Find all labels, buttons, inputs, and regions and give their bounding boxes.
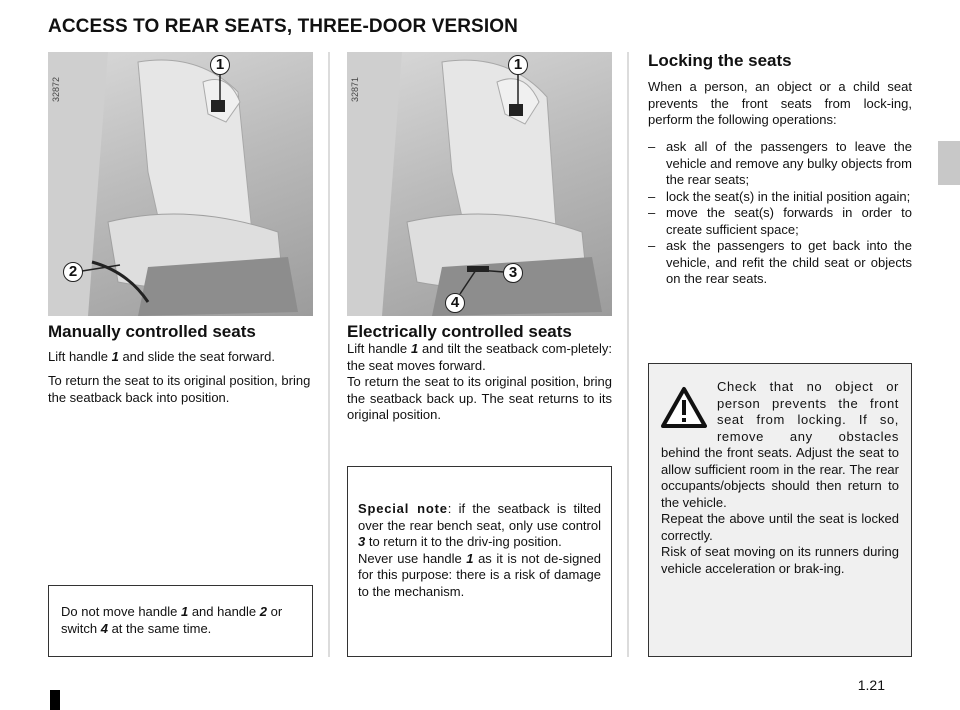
callout-1-left: 1 [210, 55, 230, 75]
callout-4-leader [458, 268, 480, 296]
locking-heading: Locking the seats [648, 51, 792, 70]
callout-4: 4 [445, 293, 465, 313]
warning-body-1: behind the front seats. Adjust the seat to allow sufficient room in the rear. The rear occupants/objects should then return to the vehicle. [661, 445, 899, 510]
image-ref-code: 32872 [51, 76, 61, 102]
column-divider-right [627, 52, 629, 657]
page-title: ACCESS TO REAR SEATS, THREE-DOOR VERSION [48, 16, 518, 37]
warning-triangle-icon [661, 386, 707, 428]
locking-intro: When a person, an object or a child seat prevents the front seats from lock-ing, perform the following operations: [648, 79, 912, 127]
list-item: – move the seat(s) forwards in order to create sufficient space; [648, 205, 912, 237]
corner-mark [50, 690, 60, 710]
warning-box [648, 363, 912, 657]
callout-2-leader [82, 262, 122, 276]
chapter-side-tab [938, 141, 960, 185]
list-item: – lock the seat(s) in the initial position again; [648, 188, 911, 204]
callout-1-left-leader [215, 74, 225, 104]
list-item: – ask the passengers to get back into the vehicle, and refit the child seat or objects on the rear seats. [648, 238, 912, 286]
special-note-paragraph-2: Never use handle 1 as it is not de-signed for this purpose: there is a risk of damage to the mechanism. [358, 550, 601, 599]
manual-note-box: Do not move handle 1 and handle 2 or switch 4 at the same time. [48, 585, 313, 657]
seat-illustration-manual [48, 52, 313, 316]
image-ref-code: 32871 [350, 76, 360, 102]
callout-2: 2 [63, 262, 83, 282]
special-note-paragraph-1: Special note: if the seatback is tilted over the rear bench seat, only use control 3 to return it to the driv-ing position. [358, 501, 601, 549]
list-item: – ask all of the passengers to leave the vehicle and remove any bulky objects from the rear seats; [648, 139, 912, 187]
electric-paragraph-1: Lift handle 1 and tilt the seatback com-pletely: the seat moves forward. [347, 341, 612, 373]
warning-body-2: Repeat the above until the seat is locked correctly. [661, 511, 899, 543]
callout-3-leader [478, 264, 506, 276]
electric-paragraph-2: To return the seat to its original position, bring the seatback back up. The seat returns to its original position. [347, 374, 612, 422]
locking-steps-list [648, 139, 912, 288]
special-note-box [347, 466, 612, 657]
photo-manual-seat [48, 52, 313, 316]
callout-3: 3 [503, 263, 523, 283]
warning-body-3: Risk of seat moving on its runners during vehicle acceleration or brak-ing. [661, 544, 899, 576]
manual-heading: Manually controlled seats [48, 322, 256, 341]
electric-heading: Electrically controlled seats [347, 322, 572, 341]
warning-lead-text: Check that no object or person prevents the front seat from locking. If so, remove any obstacles [717, 379, 899, 444]
page-number: 1.21 [857, 677, 885, 693]
manual-paragraph-2: To return the seat to its original position, bring the seatback back into position. [48, 373, 311, 405]
column-divider-left [328, 52, 330, 657]
callout-1-middle-leader [513, 74, 523, 108]
callout-1-middle: 1 [508, 55, 528, 75]
manual-paragraph-1: Lift handle 1 and slide the seat forward. [48, 349, 275, 364]
